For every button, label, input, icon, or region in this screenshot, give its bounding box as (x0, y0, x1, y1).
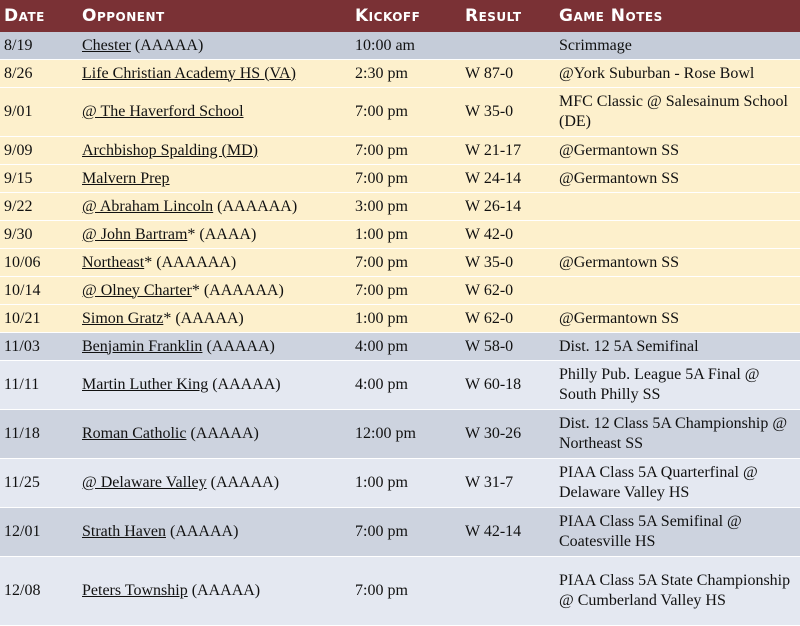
game-kickoff: 2:30 pm (351, 60, 461, 88)
opponent-link[interactable]: Martin Luther King (82, 376, 209, 393)
game-date: 9/01 (0, 88, 78, 137)
game-result: W 62-0 (461, 277, 555, 305)
game-kickoff: 7:00 pm (351, 249, 461, 277)
game-result: W 42-14 (461, 508, 555, 557)
game-result: W 42-0 (461, 221, 555, 249)
opponent-link[interactable]: @ Olney Charter (82, 281, 192, 299)
schedule-header (0, 0, 800, 32)
game-result: W 26-14 (461, 193, 555, 221)
game-notes: PIAA Class 5A Quarterfinal @ Delaware Valley HS (555, 459, 800, 508)
game-result: W 35-0 (461, 249, 555, 277)
game-notes: @Germantown SS (555, 305, 800, 333)
table-row (0, 305, 800, 333)
game-date: 11/18 (0, 410, 78, 459)
opponent-link[interactable]: Peters Township (82, 582, 188, 599)
game-opponent (78, 193, 351, 221)
table-row (0, 277, 800, 305)
table-row (0, 557, 800, 626)
game-opponent (78, 137, 351, 165)
game-kickoff: 7:00 pm (351, 508, 461, 557)
opponent-class: (AAAAA) (206, 474, 280, 491)
opponent-link[interactable]: Strath Haven (82, 523, 166, 540)
opponent-link[interactable]: @ Delaware Valley (82, 474, 207, 491)
table-row (0, 459, 800, 508)
game-result: W 87-0 (461, 60, 555, 88)
game-kickoff: 1:00 pm (351, 459, 461, 508)
table-row (0, 249, 800, 277)
game-result: W 30-26 (461, 410, 555, 459)
table-row (0, 410, 800, 459)
game-notes: Dist. 12 5A Semifinal (555, 333, 800, 361)
game-notes: @Germantown SS (555, 165, 800, 193)
opponent-link[interactable]: @ The Haverford School (82, 103, 244, 120)
game-result: W 35-0 (461, 88, 555, 137)
game-notes: @Germantown SS (555, 137, 800, 165)
game-opponent (78, 277, 351, 305)
game-notes: Philly Pub. League 5A Final @ South Philly SS (555, 361, 800, 410)
game-date: 9/15 (0, 165, 78, 193)
table-row (0, 361, 800, 410)
game-notes: Scrimmage (555, 32, 800, 60)
game-notes: PIAA Class 5A Semifinal @ Coatesville HS (555, 508, 800, 557)
game-notes (555, 277, 800, 305)
opponent-class: (AAAAA) (186, 425, 259, 442)
game-kickoff: 7:00 pm (351, 137, 461, 165)
game-notes: @York Suburban - Rose Bowl (555, 60, 800, 88)
game-notes (555, 221, 800, 249)
game-date: 9/09 (0, 137, 78, 165)
game-date: 10/21 (0, 305, 78, 333)
table-row (0, 165, 800, 193)
table-row (0, 60, 800, 88)
header-result: Result (461, 0, 555, 32)
game-kickoff: 7:00 pm (351, 88, 461, 137)
opponent-class: * (AAAAAA) (144, 253, 237, 271)
game-date: 10/06 (0, 249, 78, 277)
game-kickoff: 4:00 pm (351, 333, 461, 361)
game-kickoff: 4:00 pm (351, 361, 461, 410)
game-kickoff: 12:00 pm (351, 410, 461, 459)
game-kickoff: 1:00 pm (351, 305, 461, 333)
game-opponent (78, 249, 351, 277)
table-row (0, 193, 800, 221)
game-opponent (78, 410, 351, 459)
game-opponent (78, 459, 351, 508)
table-row (0, 333, 800, 361)
table-row (0, 221, 800, 249)
opponent-class: * (AAAAAA) (191, 281, 284, 299)
opponent-link[interactable]: Malvern Prep (82, 169, 170, 187)
game-notes: Dist. 12 Class 5A Championship @ Northeast SS (555, 410, 800, 459)
game-date: 12/08 (0, 557, 78, 626)
game-date: 11/11 (0, 361, 78, 410)
game-kickoff: 7:00 pm (351, 165, 461, 193)
opponent-link[interactable]: @ John Bartram (82, 225, 188, 243)
game-date: 8/19 (0, 32, 78, 60)
opponent-class: * (AAAA) (187, 225, 257, 243)
header-kickoff: Kickoff (351, 0, 461, 32)
opponent-link[interactable]: Simon Gratz (82, 309, 164, 327)
opponent-class: (AAAAAA) (213, 197, 298, 215)
game-date: 10/14 (0, 277, 78, 305)
game-result: W 31-7 (461, 459, 555, 508)
game-notes (555, 193, 800, 221)
game-date: 8/26 (0, 60, 78, 88)
opponent-link[interactable]: Northeast (82, 253, 145, 271)
game-result: W 21-17 (461, 137, 555, 165)
game-kickoff: 7:00 pm (351, 557, 461, 626)
game-kickoff: 10:00 am (351, 32, 461, 60)
game-result (461, 557, 555, 626)
game-kickoff: 7:00 pm (351, 277, 461, 305)
game-result: W 24-14 (461, 165, 555, 193)
game-opponent (78, 88, 351, 137)
game-notes: @Germantown SS (555, 249, 800, 277)
game-result (461, 32, 555, 60)
game-opponent (78, 32, 351, 60)
header-notes: Game Notes (555, 0, 800, 32)
game-date: 12/01 (0, 508, 78, 557)
table-row (0, 508, 800, 557)
header-row (0, 0, 800, 32)
game-kickoff: 3:00 pm (351, 193, 461, 221)
opponent-class: (AAAAA) (130, 36, 204, 54)
schedule-body (0, 32, 800, 626)
game-opponent (78, 305, 351, 333)
header-date: Date (0, 0, 78, 32)
opponent-link[interactable]: Archbishop Spalding (MD) (82, 141, 258, 159)
game-opponent (78, 221, 351, 249)
game-opponent (78, 361, 351, 410)
table-row (0, 32, 800, 60)
header-opponent: Opponent (78, 0, 351, 32)
game-kickoff: 1:00 pm (351, 221, 461, 249)
table-row (0, 88, 800, 137)
opponent-link[interactable]: Chester (82, 36, 131, 54)
table-row (0, 137, 800, 165)
opponent-class: (AAAAA) (165, 523, 239, 540)
opponent-link[interactable]: Life Christian Academy HS (VA) (82, 64, 296, 82)
game-opponent (78, 508, 351, 557)
opponent-link[interactable]: Roman Catholic (82, 425, 187, 442)
game-opponent (78, 557, 351, 626)
opponent-class: * (AAAAA) (163, 309, 244, 327)
game-opponent (78, 60, 351, 88)
game-opponent (78, 333, 351, 361)
game-date: 11/03 (0, 333, 78, 361)
game-result: W 62-0 (461, 305, 555, 333)
game-result: W 58-0 (461, 333, 555, 361)
game-result: W 60-18 (461, 361, 555, 410)
game-opponent (78, 165, 351, 193)
opponent-class: (AAAAA) (187, 582, 261, 599)
game-notes: PIAA Class 5A State Championship @ Cumberland Valley HS (555, 557, 800, 626)
game-notes: MFC Classic @ Salesainum School (DE) (555, 88, 800, 137)
opponent-class: (AAAAA) (202, 337, 275, 355)
game-date: 9/22 (0, 193, 78, 221)
opponent-link[interactable]: @ Abraham Lincoln (82, 197, 214, 215)
opponent-link[interactable]: Benjamin Franklin (82, 337, 203, 355)
game-date: 11/25 (0, 459, 78, 508)
game-date: 9/30 (0, 221, 78, 249)
opponent-class: (AAAAA) (208, 376, 281, 393)
